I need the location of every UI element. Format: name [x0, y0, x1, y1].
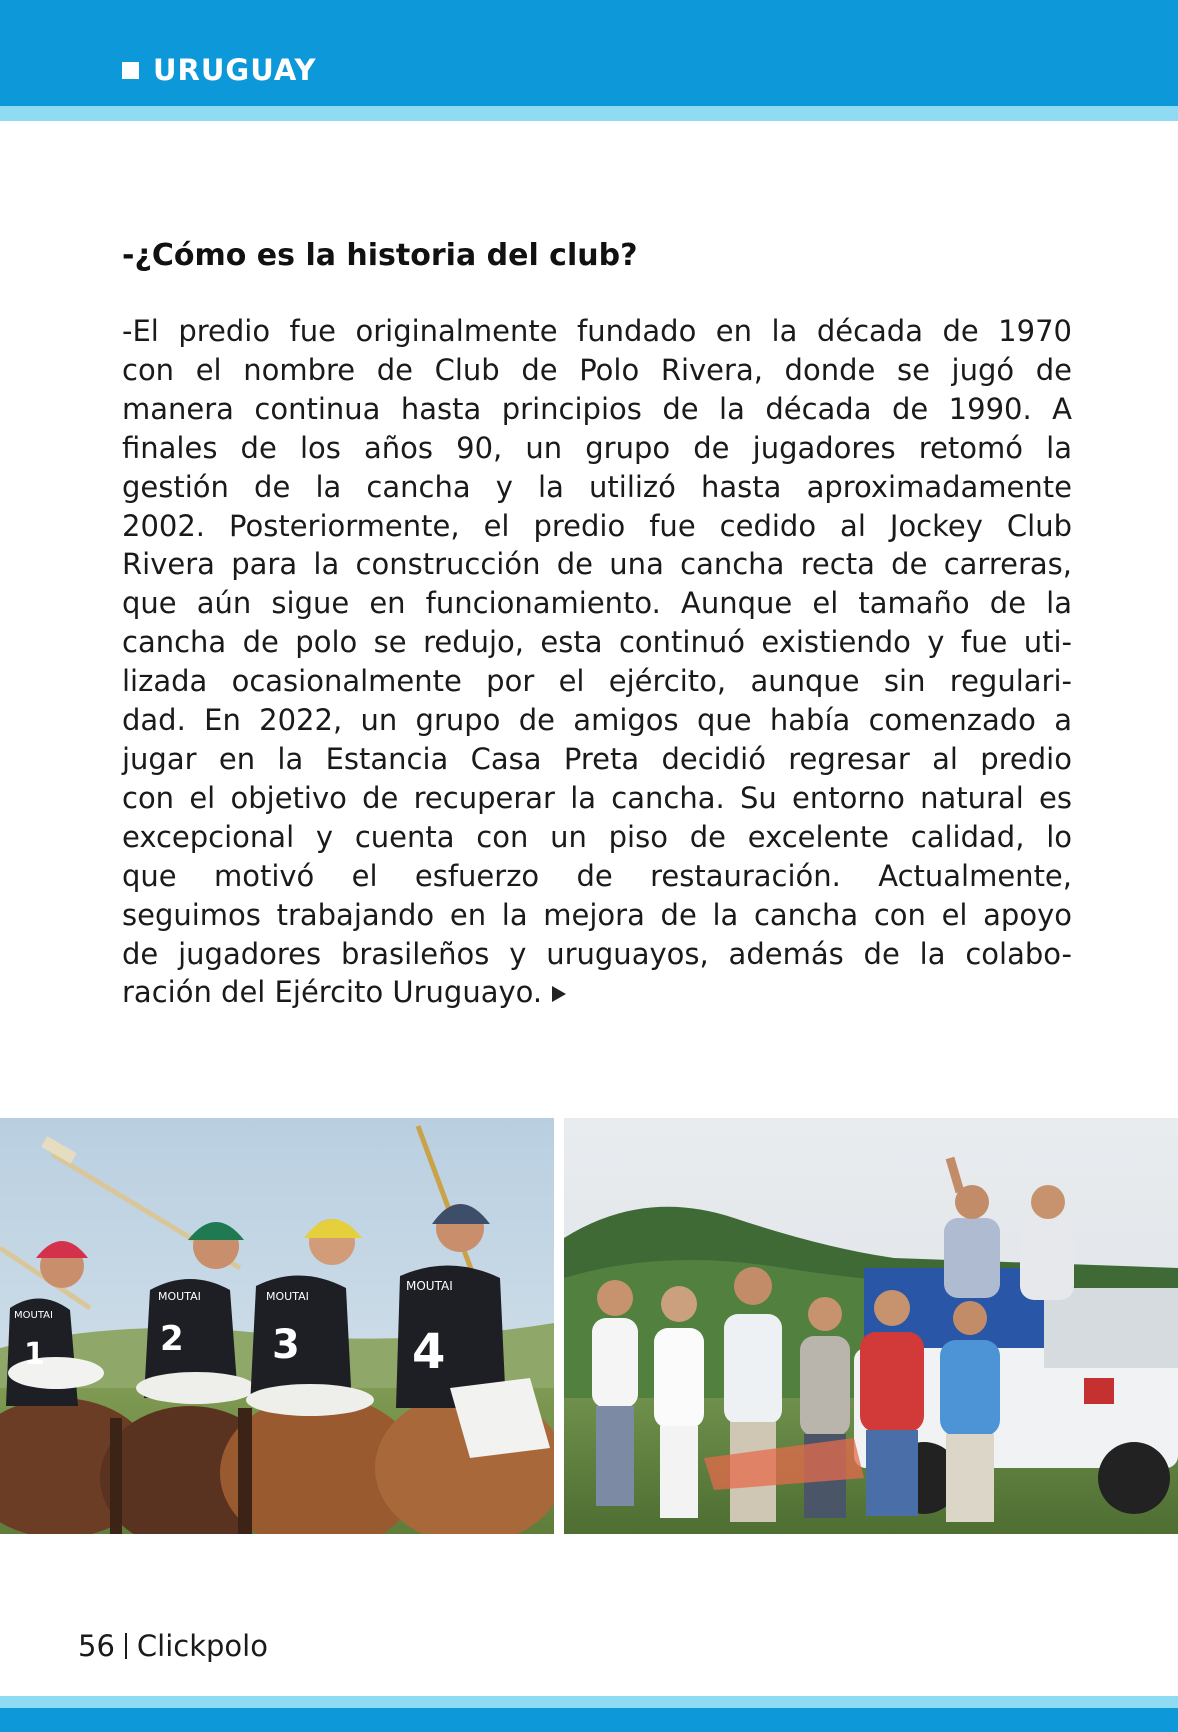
answer-line: que aún sigue en funcionamiento. Aunque el tamaño de la — [122, 586, 1072, 621]
answer-line: -El predio fue originalmente fundado en la década de 1970 — [122, 314, 1072, 348]
page-footer — [78, 1628, 268, 1664]
answer-line: excepcional y cuenta con un piso de excelente calidad, lo — [122, 819, 1072, 854]
jersey-number: 2 — [160, 1319, 184, 1359]
answer-line: 2002. Posteriormente, el predio fue cedido al Jockey Club — [122, 508, 1072, 543]
answer-line: manera continua hasta principios de la década de 1990. A — [122, 391, 1072, 426]
answer-line-text: ración del Ejército Uruguayo. — [122, 975, 543, 1010]
end-of-article-triangle-icon — [552, 986, 566, 1002]
jersey-brand-label: MOUTAI — [158, 1290, 201, 1303]
answer-line: finales de los años 90, un grupo de jugadores retomó la — [122, 430, 1072, 465]
spectators-illustration — [564, 1118, 1178, 1534]
answer-line: dad. En 2022, un grupo de amigos que había comenzado a — [122, 703, 1072, 738]
interview-answer — [122, 312, 1072, 1012]
polo-players-illustration — [0, 1118, 554, 1534]
photo-polo-players — [0, 1118, 554, 1534]
footer-separator — [125, 1633, 127, 1659]
page-number: 56 — [78, 1629, 115, 1663]
section-label — [122, 52, 317, 88]
square-bullet-icon — [122, 62, 139, 79]
answer-line: con el nombre de Club de Polo Rivera, donde se jugó de — [122, 352, 1072, 387]
jersey-brand-label: MOUTAI — [406, 1279, 453, 1293]
answer-line: gestión de la cancha y la utilizó hasta aproximadamente — [122, 469, 1072, 504]
answer-line: lizada ocasionalmente por el ejército, aunque sin regulari- — [122, 664, 1072, 699]
answer-line: Rivera para la construcción de una cancha recta de carreras, — [122, 547, 1072, 582]
publication-name: Clickpolo — [136, 1629, 268, 1663]
answer-line-last — [122, 973, 1072, 1012]
answer-line: seguimos trabajando en la mejora de la cancha con el apoyo — [122, 897, 1072, 932]
answer-line: jugar en la Estancia Casa Preta decidió regresar al predio — [122, 741, 1072, 776]
section-title: URUGUAY — [153, 53, 317, 87]
jersey-number: 3 — [272, 1322, 300, 1368]
header-accent-strip — [0, 106, 1178, 121]
jersey-number: 1 — [24, 1337, 45, 1372]
interview-question: -¿Cómo es la historia del club? — [122, 238, 638, 273]
photo-spectators — [564, 1118, 1178, 1534]
jersey-brand-label: MOUTAI — [14, 1310, 53, 1321]
jersey-number: 4 — [412, 1324, 446, 1380]
answer-line: de jugadores brasileños y uruguayos, además de la colabo- — [122, 936, 1072, 971]
answer-line: con el objetivo de recuperar la cancha. Su entorno natural es — [122, 780, 1072, 815]
jersey-brand-label: MOUTAI — [266, 1290, 309, 1303]
footer-band — [0, 1708, 1178, 1732]
answer-line: que motivó el esfuerzo de restauración. Actualmente, — [122, 858, 1072, 893]
answer-line: cancha de polo se redujo, esta continuó existiendo y fue uti- — [122, 625, 1072, 660]
footer-accent-strip — [0, 1696, 1178, 1708]
